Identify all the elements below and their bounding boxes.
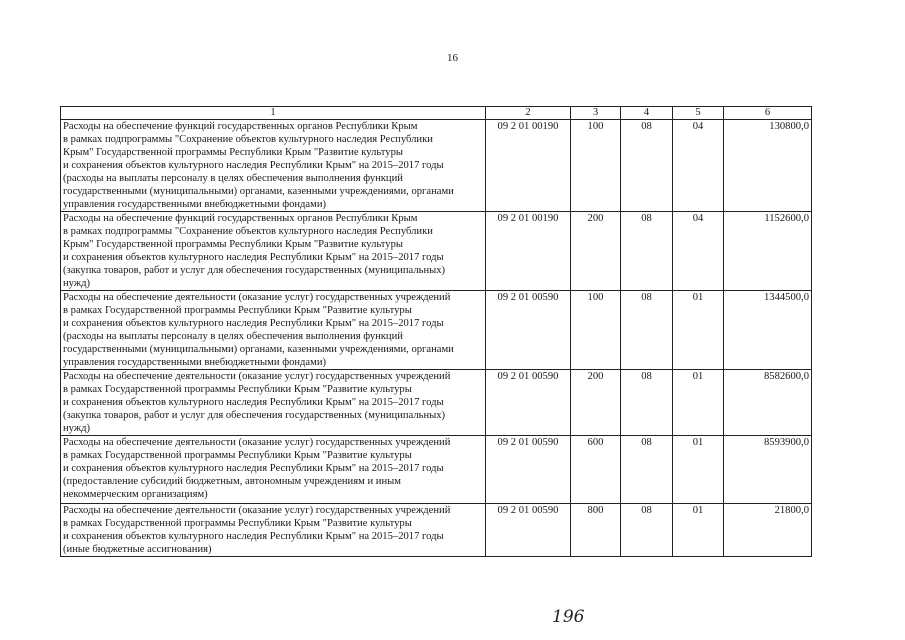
row-amount: 130800,0 bbox=[724, 120, 812, 212]
row-description: Расходы на обеспечение деятельности (оказание услуг) государственных учреждений в рамках Государственной программы Республики Крым "Развитие культуры и сохранения объектов культурного наследия Республики Крым" на 2015–2017 годы (закупка товаров, работ и услуг для обеспечения государственных (муниципальных) нужд) bbox=[61, 370, 486, 436]
table-row bbox=[61, 370, 812, 436]
row-budget-code: 09 2 01 00590 bbox=[486, 291, 571, 370]
row-budget-code: 09 2 01 00590 bbox=[486, 370, 571, 436]
row-description: Расходы на обеспечение деятельности (оказание услуг) государственных учреждений в рамках Государственной программы Республики Крым "Развитие культуры и сохранения объектов культурного наследия Республики Крым" на 2015–2017 годы (расходы на выплаты персоналу в целях обеспечения выполнения функций государственными (муниципальными) органами, казенными учреждениями, органами управления государственными внебюджетными фондами) bbox=[61, 291, 486, 370]
row-expense-type: 200 bbox=[571, 212, 621, 291]
table-row bbox=[61, 120, 812, 212]
table-row bbox=[61, 291, 812, 370]
row-expense-type: 100 bbox=[571, 120, 621, 212]
row-expense-type: 100 bbox=[571, 291, 621, 370]
row-budget-code: 09 2 01 00190 bbox=[486, 212, 571, 291]
row-subsection: 01 bbox=[673, 436, 724, 504]
row-section: 08 bbox=[621, 504, 673, 557]
row-subsection: 01 bbox=[673, 370, 724, 436]
header-col-3: 3 bbox=[571, 107, 621, 120]
row-budget-code: 09 2 01 00590 bbox=[486, 436, 571, 504]
row-section: 08 bbox=[621, 291, 673, 370]
row-section: 08 bbox=[621, 370, 673, 436]
header-col-1: 1 bbox=[61, 107, 486, 120]
table-row bbox=[61, 212, 812, 291]
row-subsection: 01 bbox=[673, 291, 724, 370]
page-number: 16 bbox=[447, 52, 458, 64]
header-col-4: 4 bbox=[621, 107, 673, 120]
row-expense-type: 800 bbox=[571, 504, 621, 557]
table-row bbox=[61, 504, 812, 557]
header-col-5: 5 bbox=[673, 107, 724, 120]
row-subsection: 04 bbox=[673, 212, 724, 291]
budget-table bbox=[60, 106, 812, 557]
row-subsection: 04 bbox=[673, 120, 724, 212]
row-description: Расходы на обеспечение функций государственных органов Республики Крым в рамках подпрограммы "Сохранение объектов культурного наследия Республики Крым" Государственной программы Республики Крым "Развитие культуры и сохранения объектов культурного наследия Республики Крым" на 2015–2017 годы (расходы на выплаты персоналу в целях обеспечения выполнения функций государственными (муниципальными) органами, казенными учреждениями, органами управления государственными внебюджетными фондами) bbox=[61, 120, 486, 212]
row-description: Расходы на обеспечение функций государственных органов Республики Крым в рамках подпрограммы "Сохранение объектов культурного наследия Республики Крым" Государственной программы Республики Крым "Развитие культуры и сохранения объектов культурного наследия Республики Крым" на 2015–2017 годы (закупка товаров, работ и услуг для обеспечения государственных (муниципальных) нужд) bbox=[61, 212, 486, 291]
handwritten-page-number: 196 bbox=[552, 607, 585, 627]
row-description: Расходы на обеспечение деятельности (оказание услуг) государственных учреждений в рамках Государственной программы Республики Крым "Развитие культуры и сохранения объектов культурного наследия Республики Крым" на 2015–2017 годы (предоставление субсидий бюджетным, автономным учреждениям и иным некоммерческим организациям) bbox=[61, 436, 486, 504]
row-expense-type: 200 bbox=[571, 370, 621, 436]
row-description: Расходы на обеспечение деятельности (оказание услуг) государственных учреждений в рамках Государственной программы Республики Крым "Развитие культуры и сохранения объектов культурного наследия Республики Крым" на 2015–2017 годы (иные бюджетные ассигнования) bbox=[61, 504, 486, 557]
row-subsection: 01 bbox=[673, 504, 724, 557]
header-col-6: 6 bbox=[724, 107, 812, 120]
row-budget-code: 09 2 01 00590 bbox=[486, 504, 571, 557]
header-row bbox=[61, 107, 812, 120]
table-row bbox=[61, 436, 812, 504]
row-budget-code: 09 2 01 00190 bbox=[486, 120, 571, 212]
row-amount: 8582600,0 bbox=[724, 370, 812, 436]
row-amount: 1152600,0 bbox=[724, 212, 812, 291]
header-col-2: 2 bbox=[486, 107, 571, 120]
row-expense-type: 600 bbox=[571, 436, 621, 504]
row-amount: 1344500,0 bbox=[724, 291, 812, 370]
row-section: 08 bbox=[621, 212, 673, 291]
row-amount: 8593900,0 bbox=[724, 436, 812, 504]
row-section: 08 bbox=[621, 120, 673, 212]
row-section: 08 bbox=[621, 436, 673, 504]
row-amount: 21800,0 bbox=[724, 504, 812, 557]
